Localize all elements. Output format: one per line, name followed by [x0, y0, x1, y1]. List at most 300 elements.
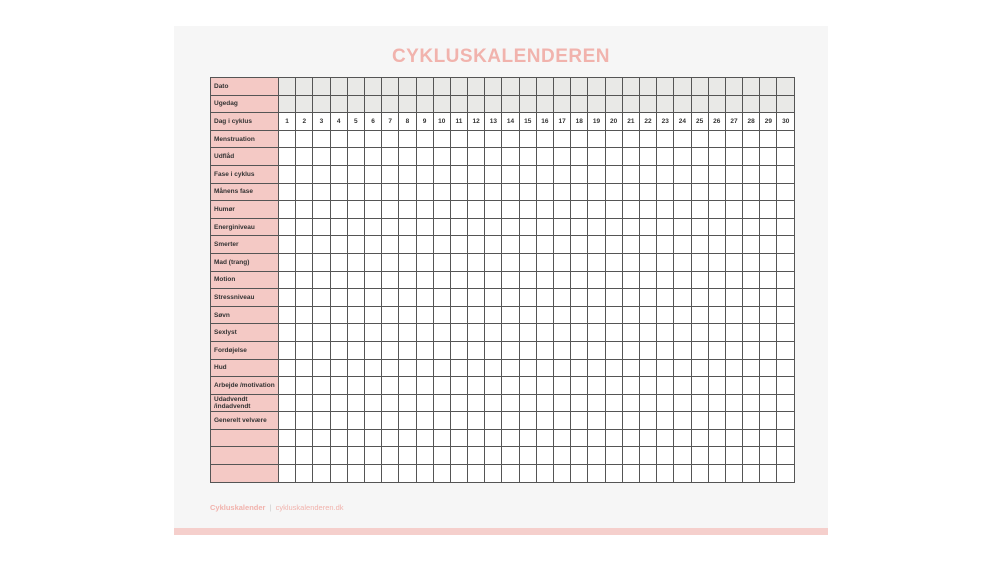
table-cell [468, 377, 485, 395]
table-row [211, 201, 795, 219]
table-cell [502, 289, 519, 307]
table-cell [760, 465, 777, 483]
table-cell [330, 95, 347, 113]
table-cell [639, 377, 656, 395]
table-cell [691, 359, 708, 377]
table-cell [708, 465, 725, 483]
table-cell [364, 359, 381, 377]
table-cell [554, 306, 571, 324]
table-cell [708, 236, 725, 254]
table-cell [399, 236, 416, 254]
table-cell [399, 377, 416, 395]
table-cell [588, 465, 605, 483]
table-cell [382, 271, 399, 289]
table-cell [725, 394, 742, 412]
table-cell [502, 95, 519, 113]
table-cell [416, 183, 433, 201]
table-cell [364, 447, 381, 465]
day-number: 4 [330, 113, 347, 131]
table-cell [760, 130, 777, 148]
table-cell [622, 289, 639, 307]
table-cell [382, 306, 399, 324]
day-number: 10 [433, 113, 450, 131]
calendar-table-body [211, 78, 795, 483]
table-cell [691, 130, 708, 148]
table-cell [743, 306, 760, 324]
row-label: Søvn [211, 306, 279, 324]
table-cell [536, 201, 553, 219]
table-cell [433, 289, 450, 307]
table-cell [588, 377, 605, 395]
table-cell [364, 236, 381, 254]
table-cell [536, 289, 553, 307]
table-row [211, 183, 795, 201]
table-cell [382, 429, 399, 447]
table-cell [674, 341, 691, 359]
table-cell [708, 183, 725, 201]
table-cell [639, 359, 656, 377]
table-cell [743, 236, 760, 254]
table-cell [622, 412, 639, 430]
table-cell [657, 377, 674, 395]
table-row [211, 218, 795, 236]
table-cell [485, 377, 502, 395]
table-cell [639, 236, 656, 254]
row-label: Dag i cyklus [211, 113, 279, 131]
table-cell [364, 148, 381, 166]
table-cell [571, 429, 588, 447]
table-cell [485, 95, 502, 113]
table-cell [279, 377, 296, 395]
table-cell [588, 95, 605, 113]
table-cell [485, 289, 502, 307]
table-cell [450, 271, 467, 289]
table-cell [468, 341, 485, 359]
table-cell [330, 289, 347, 307]
row-label: Motion [211, 271, 279, 289]
table-cell [588, 447, 605, 465]
table-cell [279, 165, 296, 183]
table-cell [536, 412, 553, 430]
table-cell [382, 253, 399, 271]
table-cell [554, 78, 571, 96]
table-cell [536, 306, 553, 324]
table-cell [416, 130, 433, 148]
table-cell [433, 341, 450, 359]
table-cell [588, 289, 605, 307]
table-cell [364, 341, 381, 359]
table-cell [691, 236, 708, 254]
table-cell [605, 236, 622, 254]
table-cell [279, 201, 296, 219]
table-cell [416, 165, 433, 183]
table-cell [691, 183, 708, 201]
table-cell [571, 165, 588, 183]
table-cell [519, 130, 536, 148]
table-cell [708, 271, 725, 289]
table-cell [639, 201, 656, 219]
table-cell [279, 394, 296, 412]
table-cell [691, 306, 708, 324]
table-cell [674, 130, 691, 148]
table-cell [743, 201, 760, 219]
table-cell [399, 306, 416, 324]
table-cell [450, 148, 467, 166]
table-cell [450, 253, 467, 271]
table-cell [536, 341, 553, 359]
table-cell [485, 412, 502, 430]
table-cell [536, 465, 553, 483]
table-cell [777, 130, 795, 148]
table-cell [433, 95, 450, 113]
table-cell [536, 95, 553, 113]
day-number: 29 [760, 113, 777, 131]
table-cell [519, 377, 536, 395]
table-cell [536, 253, 553, 271]
table-cell [433, 306, 450, 324]
table-cell [605, 306, 622, 324]
table-cell [777, 341, 795, 359]
table-cell [485, 465, 502, 483]
day-number: 17 [554, 113, 571, 131]
table-cell [364, 306, 381, 324]
table-cell [622, 377, 639, 395]
table-cell [743, 429, 760, 447]
table-cell [347, 429, 364, 447]
table-cell [571, 341, 588, 359]
table-cell [450, 306, 467, 324]
table-cell [571, 201, 588, 219]
table-cell [674, 306, 691, 324]
table-cell [433, 465, 450, 483]
table-cell [760, 289, 777, 307]
table-cell [639, 78, 656, 96]
table-cell [296, 201, 313, 219]
row-label [211, 465, 279, 483]
table-cell [364, 201, 381, 219]
table-cell [279, 148, 296, 166]
table-cell [416, 271, 433, 289]
table-cell [313, 78, 330, 96]
day-number: 2 [296, 113, 313, 131]
table-cell [347, 289, 364, 307]
table-cell [777, 359, 795, 377]
table-cell [416, 324, 433, 342]
table-cell [399, 201, 416, 219]
table-cell [416, 95, 433, 113]
table-cell [554, 253, 571, 271]
table-cell [485, 253, 502, 271]
day-number: 6 [364, 113, 381, 131]
table-cell [450, 429, 467, 447]
table-cell [622, 271, 639, 289]
table-cell [382, 78, 399, 96]
table-cell [502, 201, 519, 219]
table-cell [708, 341, 725, 359]
table-cell [674, 447, 691, 465]
table-cell [622, 447, 639, 465]
table-cell [382, 324, 399, 342]
table-cell [382, 183, 399, 201]
table-row [211, 236, 795, 254]
table-cell [313, 465, 330, 483]
table-cell [657, 253, 674, 271]
cycle-calendar-table [210, 77, 795, 483]
table-cell [382, 377, 399, 395]
table-cell [605, 218, 622, 236]
table-cell [519, 289, 536, 307]
table-cell [605, 341, 622, 359]
day-number: 26 [708, 113, 725, 131]
table-cell [657, 218, 674, 236]
table-cell [743, 359, 760, 377]
table-cell [347, 148, 364, 166]
table-cell [760, 183, 777, 201]
table-cell [399, 218, 416, 236]
table-cell [536, 148, 553, 166]
table-cell [313, 218, 330, 236]
table-cell [279, 324, 296, 342]
table-cell [468, 148, 485, 166]
table-cell [313, 429, 330, 447]
table-cell [639, 95, 656, 113]
table-cell [657, 341, 674, 359]
table-cell [571, 359, 588, 377]
table-cell [416, 78, 433, 96]
table-cell [485, 429, 502, 447]
table-cell [639, 271, 656, 289]
table-cell [347, 95, 364, 113]
table-cell [605, 201, 622, 219]
table-cell [399, 429, 416, 447]
table-cell [416, 236, 433, 254]
table-cell [399, 341, 416, 359]
table-cell [296, 130, 313, 148]
table-cell [433, 429, 450, 447]
table-cell [571, 394, 588, 412]
table-cell [364, 95, 381, 113]
row-label [211, 429, 279, 447]
table-cell [364, 324, 381, 342]
table-cell [347, 465, 364, 483]
row-label: Udflåd [211, 148, 279, 166]
table-cell [725, 148, 742, 166]
table-cell [450, 447, 467, 465]
table-cell [691, 447, 708, 465]
table-cell [433, 165, 450, 183]
table-cell [519, 341, 536, 359]
table-cell [279, 359, 296, 377]
table-cell [622, 359, 639, 377]
table-cell [519, 78, 536, 96]
table-row [211, 324, 795, 342]
table-cell [743, 130, 760, 148]
table-cell [450, 324, 467, 342]
table-cell [468, 236, 485, 254]
table-cell [691, 429, 708, 447]
table-cell [502, 130, 519, 148]
table-cell [502, 359, 519, 377]
table-cell [330, 394, 347, 412]
table-cell [313, 341, 330, 359]
table-cell [708, 394, 725, 412]
table-cell [639, 306, 656, 324]
table-cell [364, 377, 381, 395]
table-cell [313, 183, 330, 201]
table-cell [639, 165, 656, 183]
table-cell [279, 78, 296, 96]
table-cell [399, 394, 416, 412]
table-cell [777, 201, 795, 219]
day-number: 20 [605, 113, 622, 131]
table-cell [554, 341, 571, 359]
table-cell [313, 306, 330, 324]
table-cell [313, 130, 330, 148]
table-cell [777, 324, 795, 342]
table-cell [296, 148, 313, 166]
table-cell [691, 289, 708, 307]
footer-brand: Cykluskalender [210, 503, 266, 512]
table-cell [330, 130, 347, 148]
table-cell [743, 394, 760, 412]
table-cell [347, 130, 364, 148]
table-cell [777, 78, 795, 96]
table-cell [502, 78, 519, 96]
table-cell [347, 78, 364, 96]
table-cell [330, 183, 347, 201]
table-cell [725, 165, 742, 183]
day-number: 25 [691, 113, 708, 131]
table-cell [588, 78, 605, 96]
table-cell [588, 253, 605, 271]
table-cell [485, 394, 502, 412]
table-cell [347, 377, 364, 395]
table-cell [450, 394, 467, 412]
table-cell [330, 412, 347, 430]
table-cell [433, 377, 450, 395]
table-cell [691, 271, 708, 289]
table-cell [760, 341, 777, 359]
table-cell [571, 253, 588, 271]
table-cell [399, 78, 416, 96]
table-cell [588, 183, 605, 201]
table-cell [416, 289, 433, 307]
table-cell [536, 324, 553, 342]
table-cell [674, 394, 691, 412]
bottom-accent-bar [174, 528, 828, 535]
table-cell [725, 429, 742, 447]
table-cell [433, 412, 450, 430]
day-number: 24 [674, 113, 691, 131]
table-cell [725, 465, 742, 483]
table-cell [416, 201, 433, 219]
table-cell [588, 165, 605, 183]
table-cell [536, 183, 553, 201]
table-cell [416, 412, 433, 430]
table-cell [588, 324, 605, 342]
table-cell [622, 130, 639, 148]
table-cell [313, 201, 330, 219]
day-number: 7 [382, 113, 399, 131]
table-cell [571, 289, 588, 307]
table-cell [433, 78, 450, 96]
table-cell [313, 412, 330, 430]
table-cell [622, 429, 639, 447]
table-cell [468, 447, 485, 465]
table-cell [725, 412, 742, 430]
table-cell [399, 324, 416, 342]
table-cell [760, 447, 777, 465]
table-cell [296, 324, 313, 342]
table-cell [708, 78, 725, 96]
table-cell [279, 183, 296, 201]
table-cell [416, 359, 433, 377]
table-cell [605, 165, 622, 183]
table-cell [554, 412, 571, 430]
table-cell [674, 236, 691, 254]
table-cell [588, 236, 605, 254]
table-cell [279, 95, 296, 113]
table-cell [468, 253, 485, 271]
table-cell [554, 95, 571, 113]
table-cell [296, 271, 313, 289]
table-cell [536, 218, 553, 236]
table-cell [519, 359, 536, 377]
table-cell [708, 447, 725, 465]
table-cell [485, 271, 502, 289]
table-cell [313, 165, 330, 183]
table-cell [296, 78, 313, 96]
table-cell [725, 306, 742, 324]
table-cell [760, 201, 777, 219]
table-cell [674, 289, 691, 307]
row-label: Fase i cyklus [211, 165, 279, 183]
table-cell [399, 412, 416, 430]
table-cell [382, 341, 399, 359]
day-number: 5 [347, 113, 364, 131]
table-cell [571, 148, 588, 166]
table-cell [416, 447, 433, 465]
table-cell [519, 165, 536, 183]
table-cell [777, 165, 795, 183]
table-cell [657, 289, 674, 307]
table-cell [313, 394, 330, 412]
table-cell [347, 306, 364, 324]
table-cell [725, 271, 742, 289]
table-cell [588, 218, 605, 236]
table-cell [364, 429, 381, 447]
row-label: Arbejde /motivation [211, 377, 279, 395]
table-cell [639, 341, 656, 359]
table-row [211, 447, 795, 465]
table-cell [450, 130, 467, 148]
table-cell [760, 377, 777, 395]
table-cell [708, 148, 725, 166]
table-cell [485, 201, 502, 219]
table-cell [657, 130, 674, 148]
table-cell [502, 306, 519, 324]
day-number: 16 [536, 113, 553, 131]
table-cell [330, 271, 347, 289]
table-cell [622, 183, 639, 201]
table-cell [760, 306, 777, 324]
table-cell [468, 201, 485, 219]
table-cell [468, 165, 485, 183]
table-cell [725, 78, 742, 96]
day-number: 23 [657, 113, 674, 131]
table-cell [536, 130, 553, 148]
table-cell [554, 183, 571, 201]
